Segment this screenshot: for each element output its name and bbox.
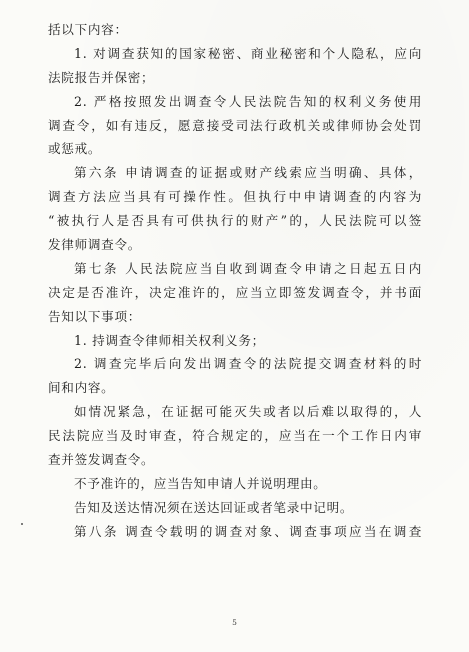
text-line: 间和内容。 bbox=[48, 380, 115, 396]
text-line: 或惩戒。 bbox=[48, 141, 102, 157]
text-line: 如情况紧急，在证据可能灭失或者以后难以取得的，人 bbox=[74, 404, 422, 420]
page-number: 5 bbox=[232, 618, 237, 627]
text-line: 决定是否准许，决定准许的，应当立即签发调查令，并书面 bbox=[48, 284, 422, 300]
body-text bbox=[48, 18, 422, 544]
text-line: 1. 持调查令律师相关权利义务； bbox=[74, 332, 265, 348]
text-line: 查并签发调查令。 bbox=[48, 452, 155, 468]
text-line: 告知以下事项： bbox=[48, 308, 142, 324]
text-line: 民法院应当及时审查，符合规定的，应当在一个工作日内审 bbox=[48, 428, 422, 444]
text-line: 发律师调查令。 bbox=[48, 237, 142, 253]
text-line: “被执行人是否具有可供执行的财产”的，人民法院可以签 bbox=[48, 213, 422, 229]
scan-speck bbox=[21, 523, 23, 525]
text-line: 告知及送达情况须在送达回证或者笔录中记明。 bbox=[74, 499, 354, 515]
text-line: 括以下内容： bbox=[48, 22, 128, 37]
text-line: 第七条 人民法院应当自收到调查令申请之日起五日内 bbox=[74, 260, 422, 276]
text-line: 第八条 调查令载明的调查对象、调查事项应当在调查 bbox=[74, 523, 422, 539]
text-line: 1. 对调查获知的国家秘密、商业秘密和个人隐私，应向 bbox=[74, 45, 422, 61]
text-line: 法院报告并保密； bbox=[48, 69, 155, 85]
text-line: 不予准许的，应当告知申请人并说明理由。 bbox=[74, 475, 327, 491]
text-line: 调查令，如有违反，愿意接受司法行政机关或律师协会处罚 bbox=[48, 117, 422, 133]
text-line: 第六条 申请调查的证据或财产线索应当明确、具体， bbox=[74, 165, 422, 181]
text-line: 调查方法应当具有可操作性。但执行中申请调查的内容为 bbox=[48, 189, 422, 205]
text-line: 2. 调查完毕后向发出调查令的法院提交调查材料的时 bbox=[74, 356, 422, 372]
text-line: 2. 严格按照发出调查令人民法院告知的权利义务使用 bbox=[74, 93, 422, 109]
